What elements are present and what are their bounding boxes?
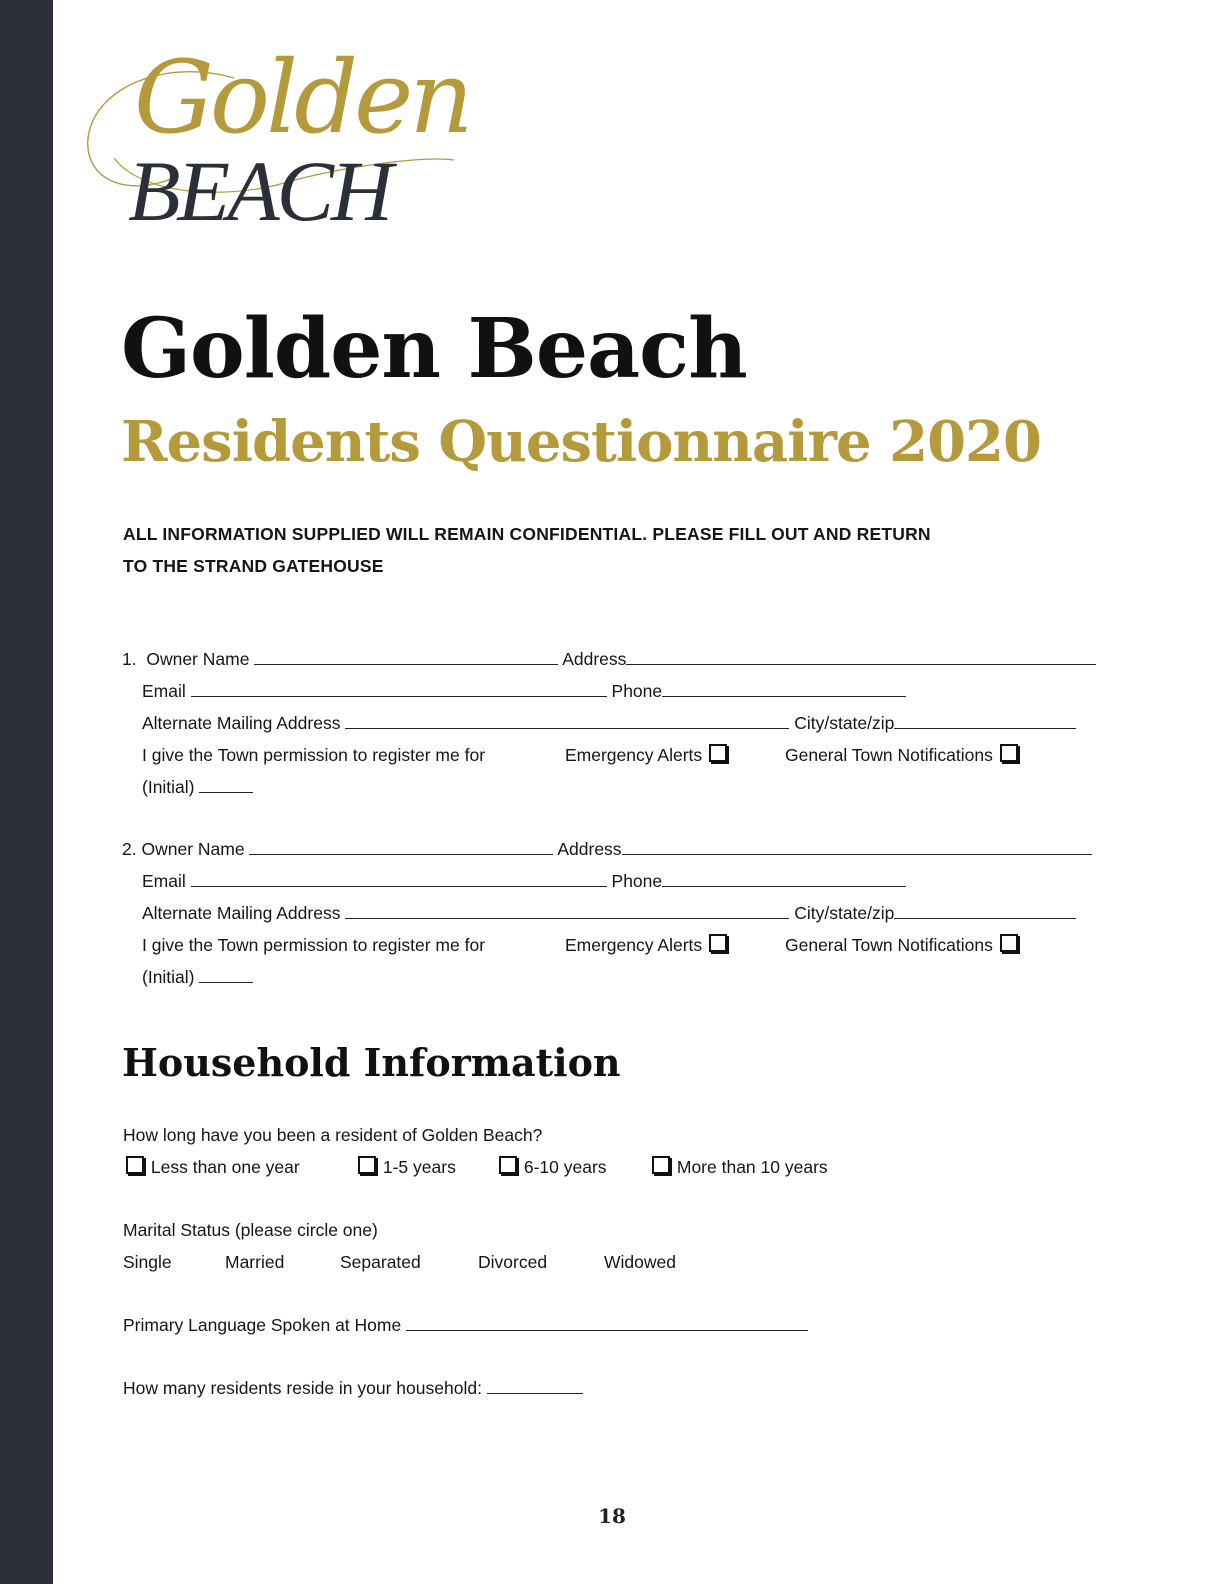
- city-state-zip-field[interactable]: [894, 901, 1076, 919]
- logo-script-word: Golden: [134, 39, 470, 156]
- city-state-zip-label: City/state/zip: [794, 713, 895, 733]
- owner-2-initial-row: [142, 965, 253, 989]
- alt-address-field[interactable]: [345, 901, 789, 919]
- phone-field[interactable]: [662, 869, 906, 887]
- email-label: Email: [142, 871, 186, 891]
- owner-name-field[interactable]: [249, 837, 553, 855]
- owner-1-emergency-option: [565, 743, 729, 767]
- marital-option[interactable]: Single: [123, 1252, 172, 1272]
- residency-checkbox[interactable]: [652, 1156, 670, 1174]
- residency-question: How long have you been a resident of Golden Beach?: [123, 1125, 543, 1145]
- owner-1-general-option: [785, 743, 1020, 767]
- notice-line: ALL INFORMATION SUPPLIED WILL REMAIN CONFIDENTIAL. PLEASE FILL OUT AND RETURN: [123, 524, 931, 544]
- marital-option[interactable]: Divorced: [478, 1252, 548, 1272]
- phone-label: Phone: [611, 681, 663, 701]
- owner-1-name-row: [122, 647, 1096, 671]
- initial-field[interactable]: [199, 775, 253, 793]
- alt-address-label: Alternate Mailing Address: [142, 903, 341, 923]
- owner-2-general-option: [785, 933, 1020, 957]
- confidentiality-notice: [123, 518, 1023, 582]
- city-state-zip-label: City/state/zip: [794, 903, 895, 923]
- language-label: Primary Language Spoken at Home: [123, 1315, 402, 1335]
- email-field[interactable]: [191, 679, 607, 697]
- city-state-zip-field[interactable]: [894, 711, 1076, 729]
- initial-field[interactable]: [199, 965, 253, 983]
- address-field[interactable]: [626, 647, 1096, 665]
- logo-block-word: BEACH: [128, 143, 391, 239]
- page-title: Golden Beach: [121, 301, 747, 397]
- owner-number: 1.: [122, 649, 137, 669]
- page-subtitle: Residents Questionnaire 2020: [121, 409, 1041, 475]
- emergency-alerts-label: Emergency Alerts: [565, 745, 703, 765]
- emergency-alerts-label: Emergency Alerts: [565, 935, 703, 955]
- sidebar-bar: [0, 0, 53, 1584]
- alt-address-field[interactable]: [345, 711, 789, 729]
- residency-checkbox[interactable]: [358, 1156, 376, 1174]
- owner-name-field[interactable]: [254, 647, 558, 665]
- owner-name-label: Owner Name: [141, 839, 245, 859]
- phone-label: Phone: [611, 871, 663, 891]
- notice-line: TO THE STRAND GATEHOUSE: [123, 556, 384, 576]
- emergency-alerts-checkbox[interactable]: [709, 934, 727, 952]
- residents-count-label: How many residents reside in your household:: [123, 1378, 482, 1398]
- language-field[interactable]: [406, 1313, 808, 1331]
- marital-question: Marital Status (please circle one): [123, 1220, 378, 1240]
- household-heading: Household Information: [122, 1040, 621, 1085]
- owner-1-email-row: [142, 679, 906, 703]
- marital-option[interactable]: Widowed: [604, 1252, 676, 1272]
- owner-2-email-row: [142, 869, 906, 893]
- email-label: Email: [142, 681, 186, 701]
- residency-option-2: [497, 1155, 607, 1179]
- residents-count-row: [123, 1376, 583, 1400]
- residency-option-1: [356, 1155, 456, 1179]
- address-label: Address: [557, 839, 622, 859]
- address-field[interactable]: [622, 837, 1092, 855]
- language-row: [123, 1313, 808, 1337]
- general-notifications-checkbox[interactable]: [1000, 934, 1018, 952]
- owner-1-alt-address-row: [142, 711, 1076, 735]
- general-notifications-label: General Town Notifications: [785, 935, 993, 955]
- residency-checkbox[interactable]: [126, 1156, 144, 1174]
- marital-option[interactable]: Married: [225, 1252, 285, 1272]
- initial-label: (Initial): [142, 777, 195, 797]
- owner-1-permission-row: [142, 743, 485, 767]
- owner-2-alt-address-row: [142, 901, 1076, 925]
- residents-count-field[interactable]: [487, 1376, 583, 1394]
- emergency-alerts-checkbox[interactable]: [709, 744, 727, 762]
- owner-number: 2.: [122, 839, 137, 859]
- owner-name-label: Owner Name: [146, 649, 250, 669]
- general-notifications-checkbox[interactable]: [1000, 744, 1018, 762]
- residency-option-0: [124, 1155, 300, 1179]
- residency-option-label: Less than one year: [150, 1157, 300, 1177]
- residency-checkbox[interactable]: [499, 1156, 517, 1174]
- marital-option[interactable]: Separated: [340, 1252, 421, 1272]
- email-field[interactable]: [191, 869, 607, 887]
- permission-text: I give the Town permission to register me for: [142, 745, 486, 765]
- alt-address-label: Alternate Mailing Address: [142, 713, 341, 733]
- address-label: Address: [562, 649, 627, 669]
- owner-2-permission-row: [142, 933, 485, 957]
- golden-beach-logo: [84, 39, 470, 239]
- residency-option-label: 6-10 years: [523, 1157, 607, 1177]
- residency-option-3: [650, 1155, 828, 1179]
- owner-1-initial-row: [142, 775, 253, 799]
- owner-2-emergency-option: [565, 933, 729, 957]
- permission-text: I give the Town permission to register me for: [142, 935, 486, 955]
- page-number: 18: [598, 1504, 626, 1528]
- owner-2-name-row: [122, 837, 1092, 861]
- initial-label: (Initial): [142, 967, 195, 987]
- residency-option-label: 1-5 years: [382, 1157, 456, 1177]
- residency-option-label: More than 10 years: [676, 1157, 828, 1177]
- phone-field[interactable]: [662, 679, 906, 697]
- general-notifications-label: General Town Notifications: [785, 745, 993, 765]
